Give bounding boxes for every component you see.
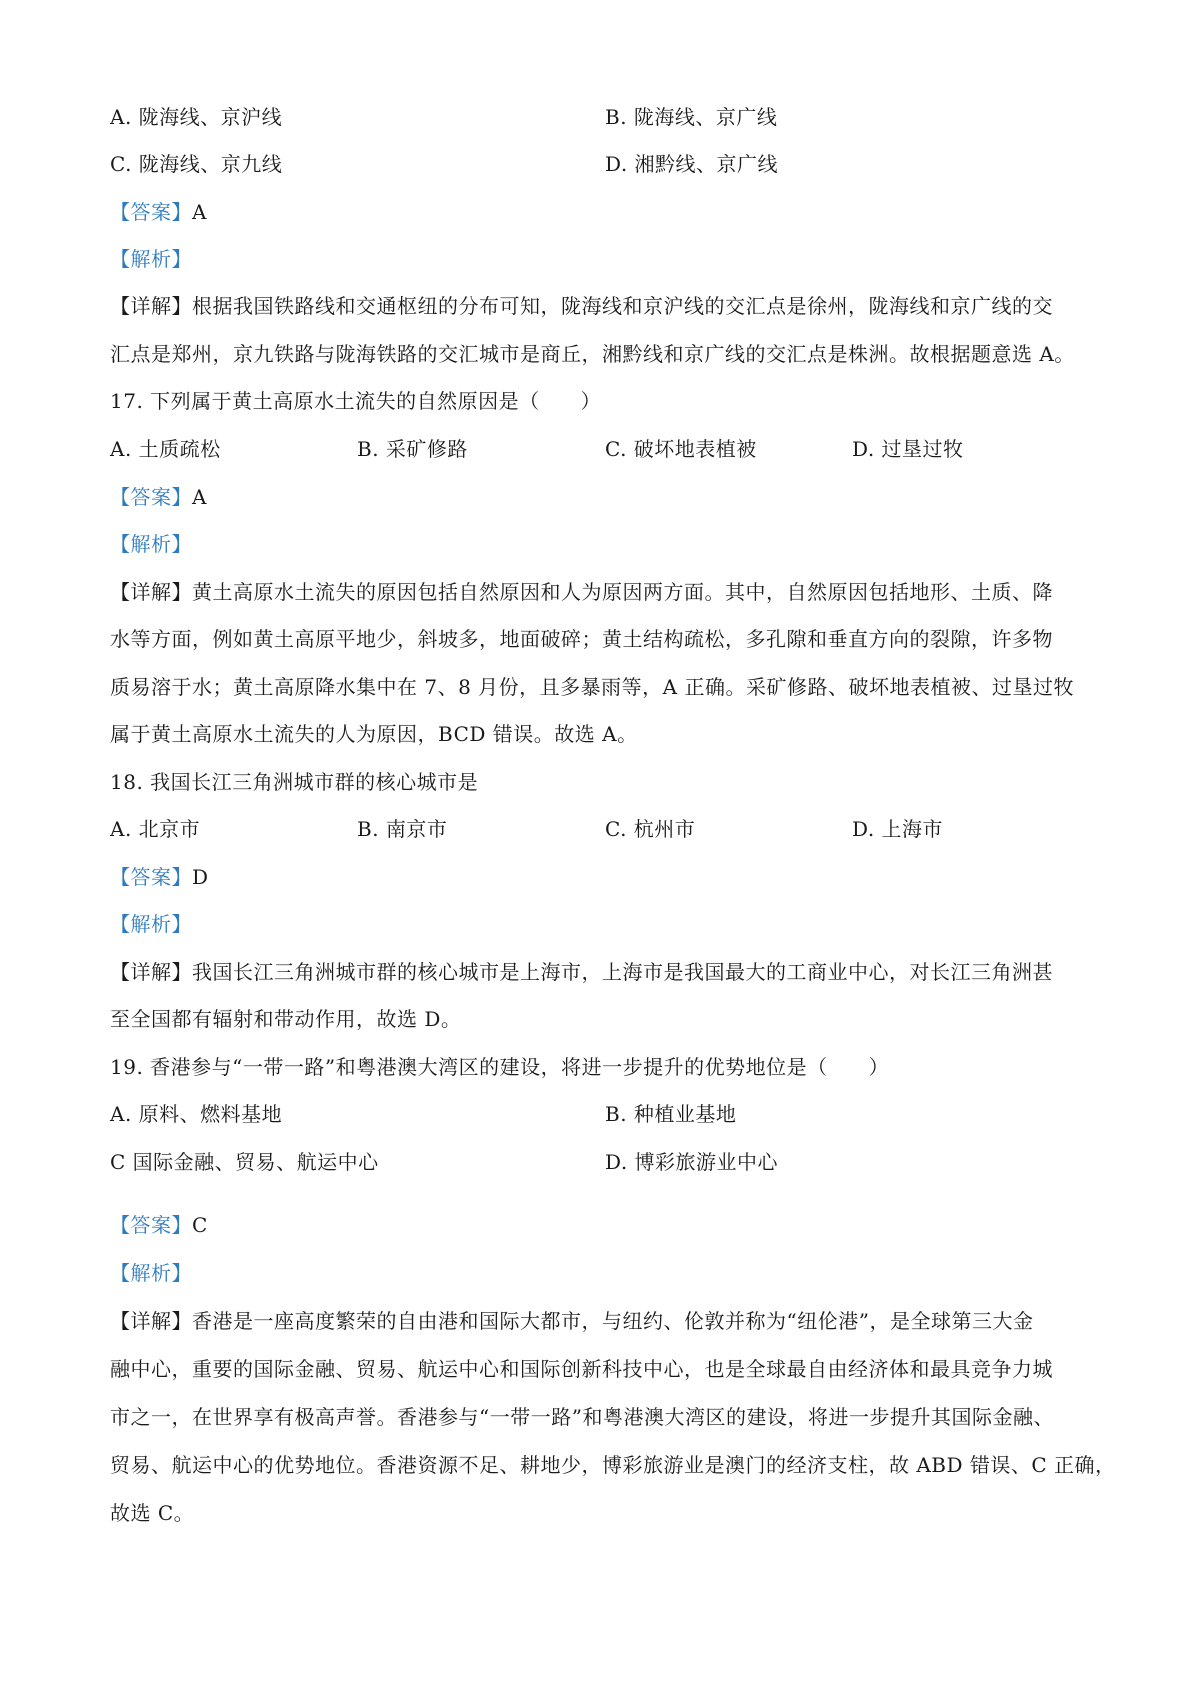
q17-option-a: A. 土质疏松: [110, 437, 221, 461]
q16-answer-line: [110, 197, 207, 227]
q18-detail-text-1: 我国长江三角洲城市群的核心城市是上海市，上海市是我国最大的工商业中心，对长江三角洲甚: [192, 960, 1053, 984]
q19-detail-line-5: 故选 C。: [110, 1501, 195, 1525]
analysis-tag: 【解析】: [110, 532, 192, 556]
q17-detail-line-4: 属于黄土高原水土流失的人为原因，BCD 错误。故选 A。: [110, 722, 638, 746]
q17-detail-line-1: [110, 577, 1053, 607]
q16-analysis-line: [110, 244, 192, 274]
q17-answer-line: [110, 482, 207, 512]
q19-option-d: D. 博彩旅游业中心: [605, 1150, 779, 1174]
q19-detail-line-2: 融中心，重要的国际金融、贸易、航运中心和国际创新科技中心，也是全球最自由经济体和最具竞争力城: [110, 1357, 1053, 1381]
analysis-tag: 【解析】: [110, 912, 192, 936]
q19-answer-line: [110, 1210, 208, 1240]
q17-detail-line-3: 质易溶于水；黄土高原降水集中在 7、8 月份，且多暴雨等，A 正确。采矿修路、破坏地表植被、过垦过牧: [110, 675, 1074, 699]
q16-option-b: B. 陇海线、京广线: [605, 105, 778, 129]
q19-question: 19. 香港参与“一带一路”和粤港澳大湾区的建设，将进一步提升的优势地位是（ ）: [110, 1055, 890, 1079]
q17-option-d: D. 过垦过牧: [852, 437, 964, 461]
q18-option-c: C. 杭州市: [605, 817, 696, 841]
q16-detail-line-2: 汇点是郑州，京九铁路与陇海铁路的交汇城市是商丘，湘黔线和京广线的交汇点是株洲。故根据题意选 A。: [110, 342, 1075, 366]
q17-option-c: C. 破坏地表植被: [605, 437, 757, 461]
q18-option-d: D. 上海市: [852, 817, 944, 841]
q19-option-b: B. 种植业基地: [605, 1102, 737, 1126]
q17-detail-text-1: 黄土高原水土流失的原因包括自然原因和人为原因两方面。其中，自然原因包括地形、土质、降: [192, 580, 1053, 604]
q19-option-c: C 国际金融、贸易、航运中心: [110, 1150, 379, 1174]
q19-detail-text-1: 香港是一座高度繁荣的自由港和国际大都市，与纽约、伦敦并称为“纽伦港”，是全球第三大金: [192, 1309, 1034, 1333]
q16-answer-value: A: [192, 200, 207, 224]
q16-option-c: C. 陇海线、京九线: [110, 152, 283, 176]
answer-tag: 【答案】: [110, 865, 192, 889]
q17-answer-value: A: [192, 485, 207, 509]
q19-detail-line-1: [110, 1306, 1033, 1336]
q19-answer-value: C: [192, 1213, 208, 1237]
q17-question: 17. 下列属于黄土高原水土流失的自然原因是（ ）: [110, 389, 602, 413]
answer-tag: 【答案】: [110, 1213, 192, 1237]
analysis-tag: 【解析】: [110, 247, 192, 271]
q16-detail-line-1: [110, 291, 1053, 321]
answer-tag: 【答案】: [110, 200, 192, 224]
q18-analysis-line: [110, 909, 192, 939]
q18-answer-line: [110, 862, 209, 892]
q19-analysis-line: [110, 1258, 192, 1288]
q18-option-a: A. 北京市: [110, 817, 201, 841]
detail-tag: 【详解】: [110, 294, 192, 318]
q18-detail-line-1: [110, 957, 1053, 987]
detail-tag: 【详解】: [110, 1309, 192, 1333]
q17-analysis-line: [110, 529, 192, 559]
q16-detail-text-1: 根据我国铁路线和交通枢纽的分布可知，陇海线和京沪线的交汇点是徐州，陇海线和京广线的交: [192, 294, 1053, 318]
q18-answer-value: D: [192, 865, 209, 889]
q19-detail-line-3: 市之一，在世界享有极高声誉。香港参与“一带一路”和粤港澳大湾区的建设，将进一步提升其国际金融、: [110, 1405, 1054, 1429]
q19-detail-line-4: 贸易、航运中心的优势地位。香港资源不足、耕地少，博彩旅游业是澳门的经济支柱，故 ABD 错误、C 正确，: [110, 1453, 1116, 1477]
q17-option-b: B. 采矿修路: [357, 437, 468, 461]
q18-detail-line-2: 至全国都有辐射和带动作用，故选 D。: [110, 1007, 462, 1031]
q16-option-a: A. 陇海线、京沪线: [110, 105, 283, 129]
q18-option-b: B. 南京市: [357, 817, 448, 841]
q18-question: 18. 我国长江三角洲城市群的核心城市是: [110, 770, 479, 794]
q17-detail-line-2: 水等方面，例如黄土高原平地少，斜坡多，地面破碎；黄土结构疏松，多孔隙和垂直方向的裂隙，许多物: [110, 627, 1053, 651]
q19-option-a: A. 原料、燃料基地: [110, 1102, 283, 1126]
detail-tag: 【详解】: [110, 960, 192, 984]
analysis-tag: 【解析】: [110, 1261, 192, 1285]
answer-tag: 【答案】: [110, 485, 192, 509]
q16-option-d: D. 湘黔线、京广线: [605, 152, 779, 176]
detail-tag: 【详解】: [110, 580, 192, 604]
